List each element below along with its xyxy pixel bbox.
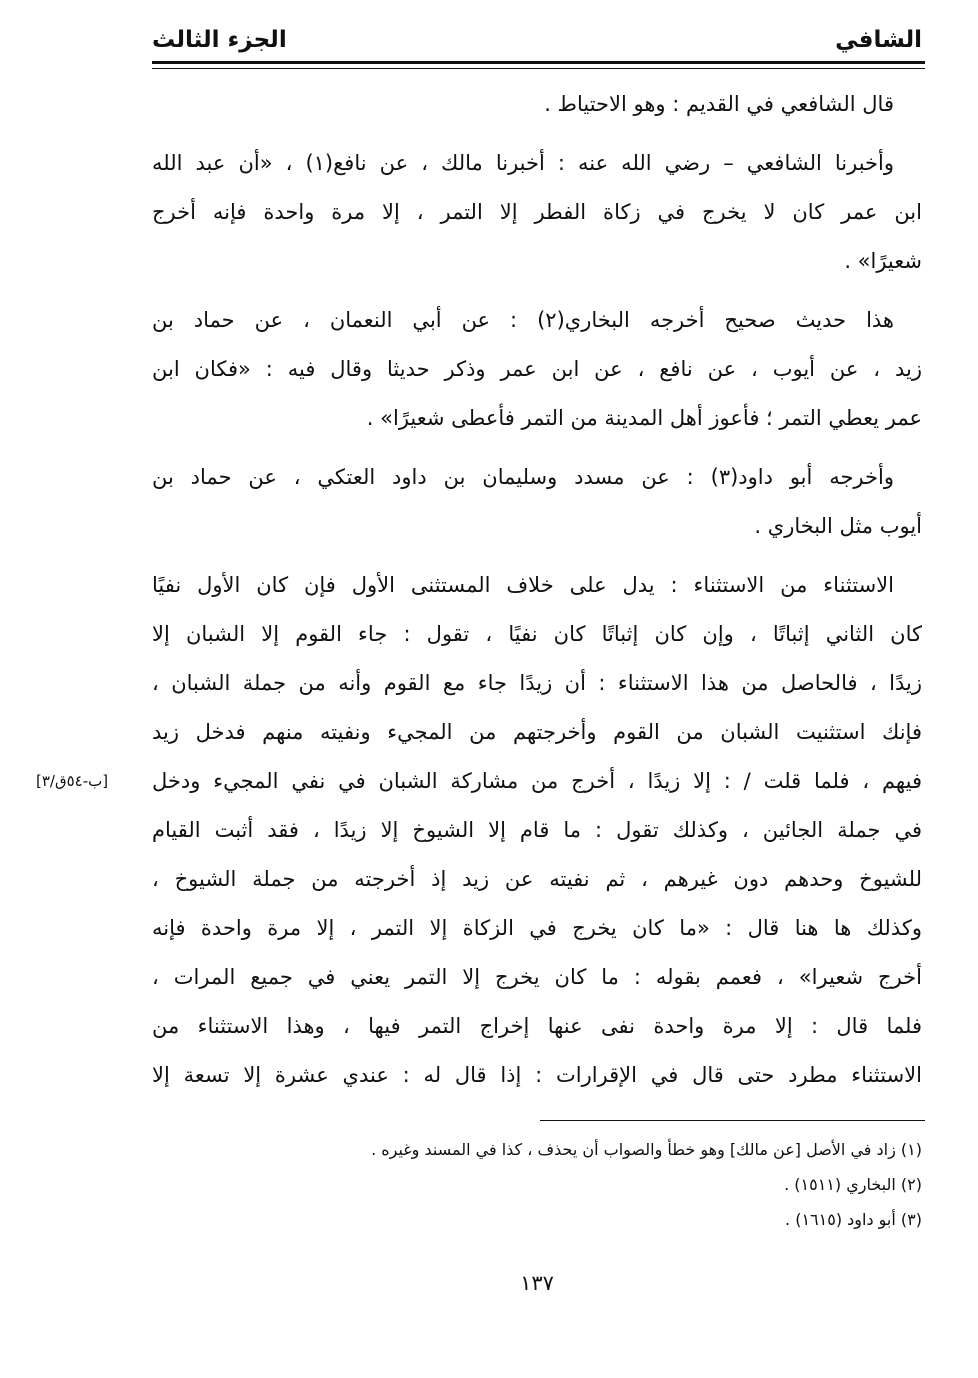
text-line: وأخرجه أبو داود(٣) : عن مسدد وسليمان بن داود العتكي ، عن حماد بن [152,465,894,489]
text-line: كان الثاني إثباتًا ، وإن كان إثباتًا كان نفيًا ، تقول : جاء القوم إلا الشبان إلا [152,622,922,646]
text-line: فيهم ، فلما قلت / : إلا زيدًا ، أخرج من مشاركة الشبان في نفي المجيء ودخل [152,769,922,793]
text-line: وأخبرنا الشافعي – رضي الله عنه : أخبرنا مالك ، عن نافع(١) ، «أن عبد الله [152,151,894,175]
paragraph-3 [152,296,922,443]
footnotes [152,1132,922,1237]
text-line: فلما قال : إلا مرة واحدة نفى عنها إخراج التمر فيها ، وهذا الاستثناء من [152,1014,922,1038]
footnote-2: (٢) البخاري (١٥١١) . [784,1175,922,1194]
text-line: شعيرًا» . [844,249,922,273]
page-number: ١٣٧ [520,1271,554,1295]
manuscript-folio-note: [٣/ق٥٤-ب] [36,772,109,790]
text-line: فإنك استثنيت الشبان من القوم وأخرجتهم من المجيء ونفيته منهم فدخل زيد [152,720,922,744]
text-line: في جملة الجائين ، وكذلك تقول : ما قام إلا الشيوخ إلا زيدًا ، فقد أثبت القيام [152,818,922,842]
text-line: الاستثناء من الاستثناء : يدل على خلاف المستثنى الأول فإن كان الأول نفيًا [152,573,894,597]
footnote-separator [540,1120,925,1121]
running-header-book-title: الشافي [835,27,922,53]
paragraph-4 [152,453,922,551]
text-line: للشيوخ وحدهم دون غيرهم ، ثم نفيته عن زيد إذ أخرجته من جملة الشيوخ ، [152,867,922,891]
header-rule-thick [152,61,925,64]
text-line: ابن عمر كان لا يخرج في زكاة الفطر إلا التمر ، إلا مرة واحدة فإنه أخرج [152,200,922,224]
text-line: أخرج شعيرا» ، فعمم بقوله : ما كان يخرج إلا التمر يعني في جميع المرات ، [152,965,922,989]
main-text [152,80,922,1100]
text-line: الاستثناء مطرد حتى قال في الإقرارات : إذا قال له : عندي عشرة إلا تسعة إلا [152,1063,922,1087]
paragraph-2 [152,139,922,286]
header-rule-thin [152,68,925,69]
running-header-volume: الجزء الثالث [152,27,287,53]
paragraph-1 [152,80,922,129]
text-line: قال الشافعي في القديم : وهو الاحتياط . [544,92,894,116]
footnote-3: (٣) أبو داود (١٦١٥) . [785,1210,922,1229]
text-line: زيد ، عن أيوب ، عن نافع ، عن ابن عمر وذكر حديثا وقال فيه : «فكان ابن [152,357,922,381]
text-line: عمر يعطي التمر ؛ فأعوز أهل المدينة من التمر فأعطى شعيرًا» . [366,406,922,430]
text-line: زيدًا ، فالحاصل من هذا الاستثناء : أن زيدًا جاء مع القوم وأنه من جملة الشبان ، [152,671,922,695]
paragraph-5 [152,561,922,1100]
text-line: أيوب مثل البخاري . [754,514,922,538]
text-line: وكذلك ها هنا قال : «ما كان يخرج في الزكاة إلا التمر ، إلا مرة واحدة فإنه [152,916,922,940]
text-line: هذا حديث صحيح أخرجه البخاري(٢) : عن أبي النعمان ، عن حماد بن [152,308,895,332]
footnote-1: (١) زاد في الأصل [عن مالك] وهو خطأ والصواب أن يحذف ، كذا في المسند وغيره . [371,1140,922,1159]
